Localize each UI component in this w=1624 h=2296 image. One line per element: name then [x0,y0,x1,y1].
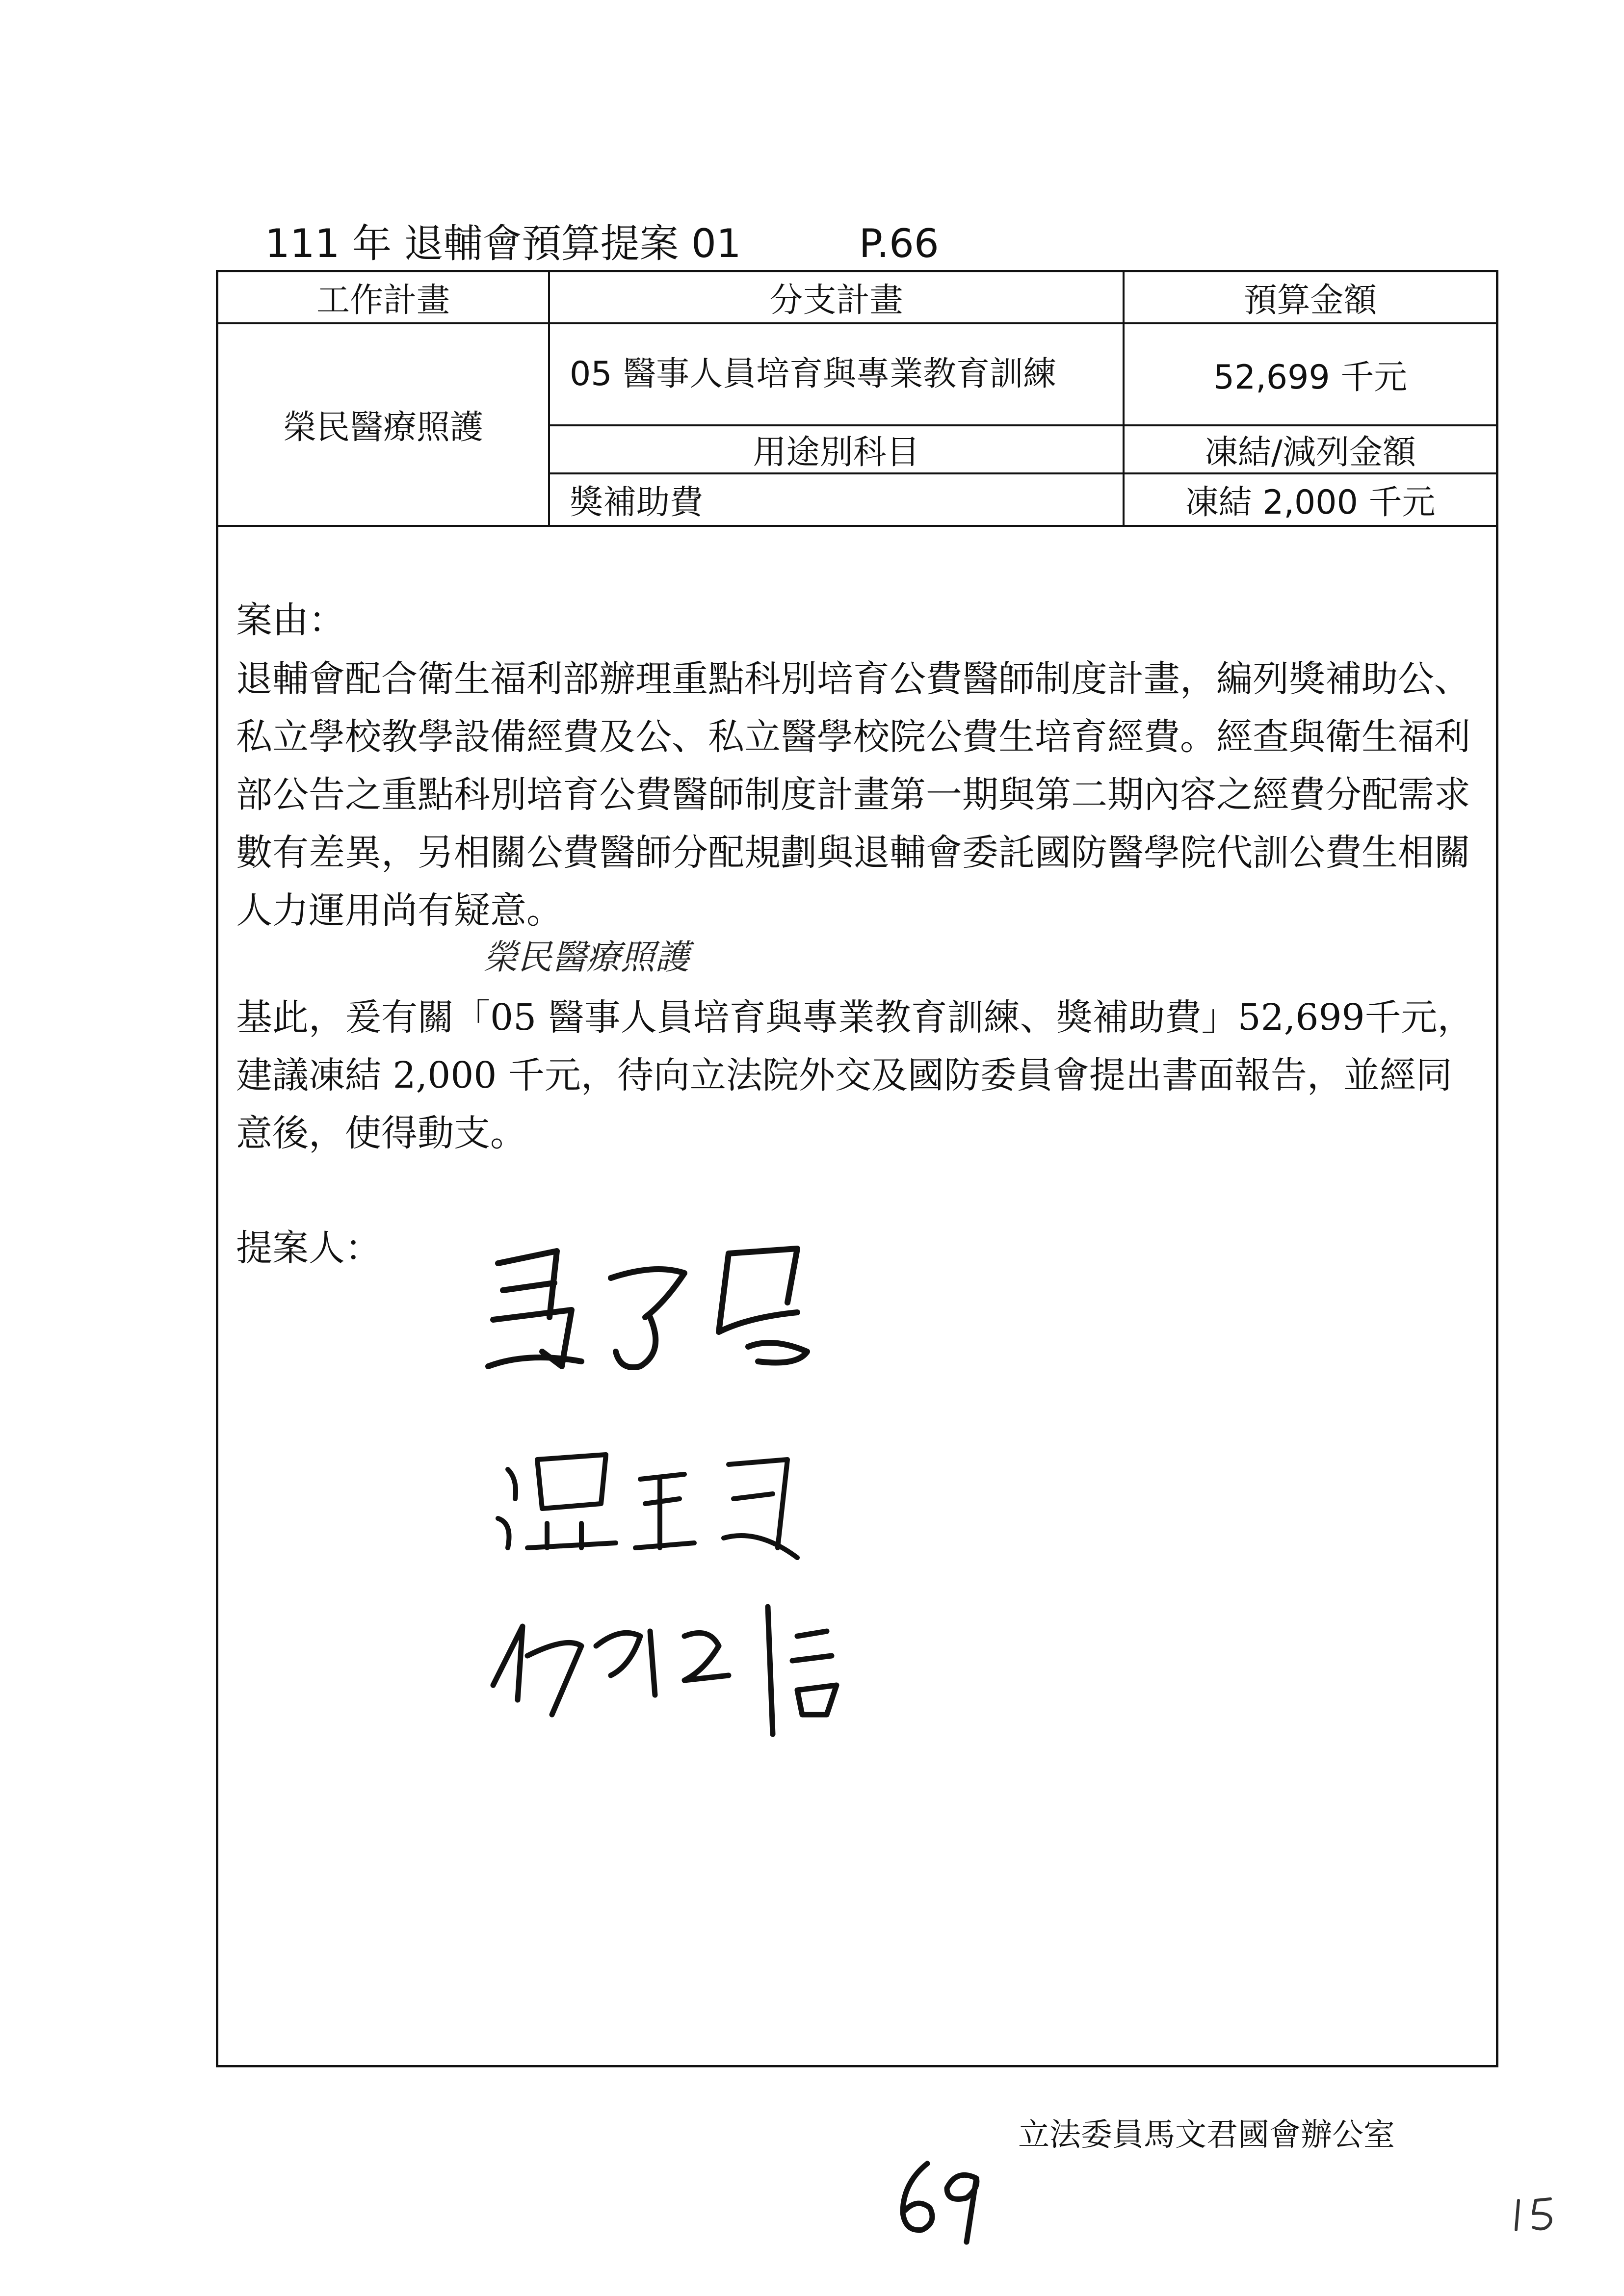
col-header-budget: 預算金額 [1243,281,1377,320]
proposer-label: 提案人： [236,1227,381,1269]
reason-paragraph: 退輔會配合衛生福利部辦理重點科別培育公費醫師制度計畫，編列獎補助公、私立學校教學設備經費及公、私立醫學校院公費生培育經費。經查與衛生福利部公告之重點科別培育公費醫師制度計畫第一期與第二期內容之經費分配需求數有差異，另相關公費醫師分配規劃與退輔會委託國防醫學院代訓公費生相關人力運用尚有疑意。 [236,658,1470,932]
work-plan-value: 榮民醫療照護 [283,408,483,447]
reason-label: 案由： [236,599,345,641]
purpose-item-value: 獎補助費 [570,483,704,522]
branch-plan-value: 05 醫事人員培育與專業教育訓練 [570,355,1057,393]
freeze-amount-value: 凍結 2,000 千元 [1185,483,1436,522]
header-page-ref: P.66 [859,221,939,266]
proposal-frame [216,270,1498,2067]
conclusion-paragraph: 基此，爰有關「05 醫事人員培育與專業教育訓練、獎補助費」52,699千元，建議凍結 2,000 千元，待向立法院外交及國防委員會提出書面報告，並經同意後，使得動支。 [236,996,1474,1154]
table-line [218,525,1496,527]
signature-ma-wen-jun [454,1204,1043,1793]
col-header-branch-plan: 分支計畫 [769,281,903,320]
handwritten-page-number [883,2149,1001,2249]
office-footer: 立法委員馬文君國會辦公室 [1018,2117,1395,2153]
freeze-header: 凍結/減列金額 [1205,433,1416,472]
handwritten-insert: 榮民醫療照護 [483,937,689,977]
col-header-work-plan: 工作計畫 [316,281,450,320]
header-title: 111 年 退輔會預算提案 01 [265,221,741,266]
purpose-header: 用途別科目 [753,433,920,472]
budget-amount-value: 52,699 千元 [1213,358,1408,397]
document-header [265,212,939,268]
margin-mark [1506,2193,1565,2239]
